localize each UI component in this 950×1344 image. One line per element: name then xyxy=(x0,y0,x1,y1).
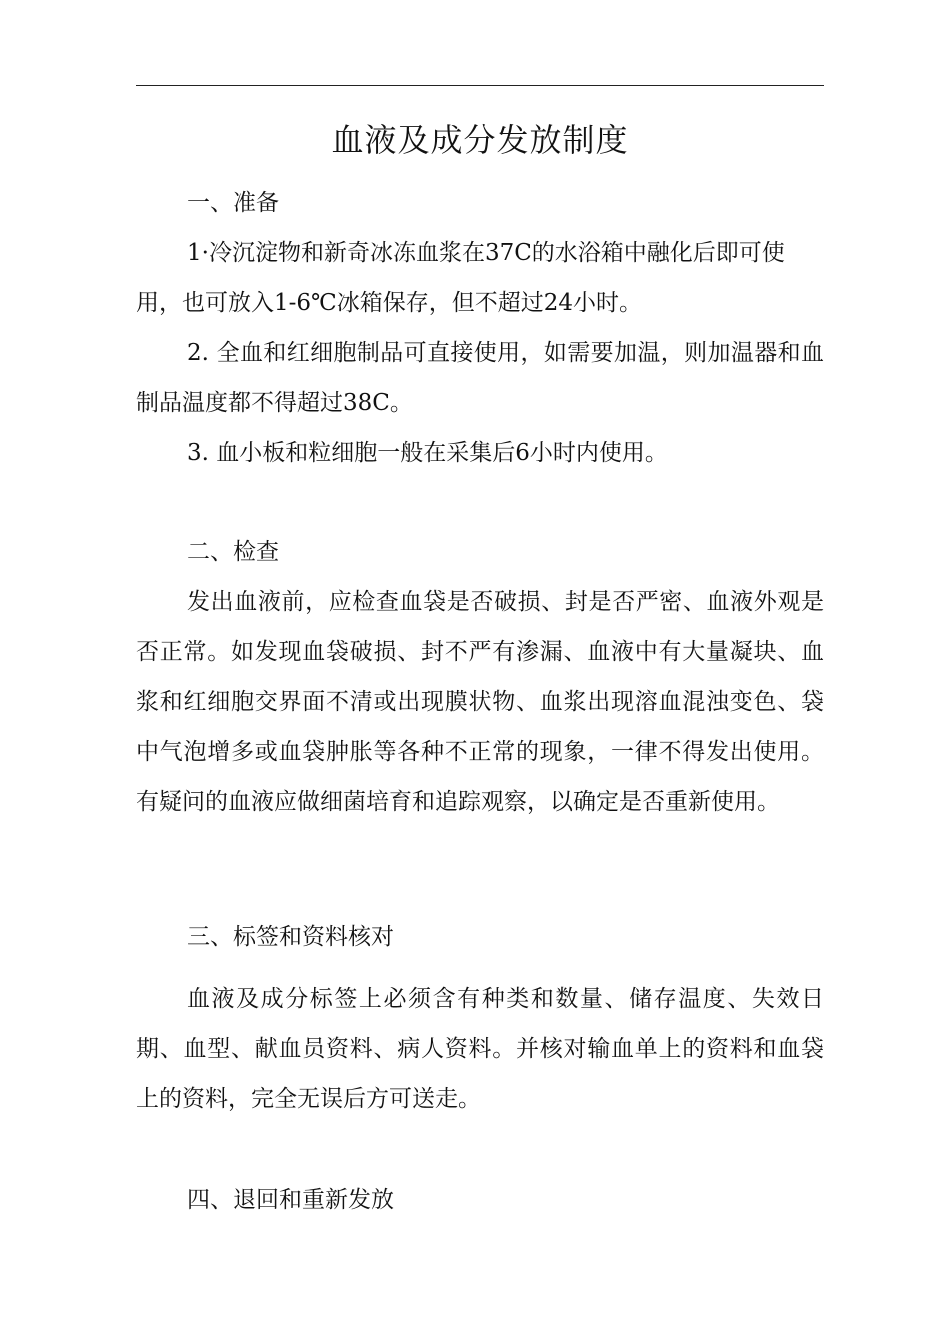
paragraph-platelets: 3. 血小板和粒细胞一般在采集后6小时内使用。 xyxy=(187,440,668,466)
document-title: 血液及成分发放制度 xyxy=(331,121,629,159)
section-heading-label-check: 三、标签和资料核对 xyxy=(187,924,394,950)
section-heading-inspection: 二、检查 xyxy=(187,539,279,565)
paragraph-whole-blood: 2. 全血和红细胞制品可直接使用，如需要加温，则加温器和血制品温度都不得超过38C。 xyxy=(136,340,824,416)
paragraph-inspection: 发出血液前，应检查血袋是否破损、封是否严密、血液外观是否正常。如发现血袋破损、封不严有渗漏、血液中有大量凝块、血浆和红细胞交界面不清或出现膜状物、血浆出现溶血混浊变色、袋中气泡增多或血袋肿胀等各种不正常的现象，一律不得发出使用。有疑问的血液应做细菌培育和追踪观察，以确定是否重新使用。 xyxy=(136,589,824,815)
paragraph-label-check: 血液及成分标签上必须含有种类和数量、储存温度、失效日期、血型、献血员资料、病人资料。并核对输血单上的资料和血袋上的资料，完全无误后方可送走。 xyxy=(136,986,824,1112)
paragraph-cryo-plasma: 1·冷沉淀物和新奇冰冻血浆在37C的水浴箱中融化后即可使用，也可放入1-6℃冰箱保存，但不超过24小时。 xyxy=(136,240,785,316)
section-heading-return-reissue: 四、退回和重新发放 xyxy=(187,1187,394,1213)
section-heading-preparation: 一、准备 xyxy=(187,190,279,216)
header-rule xyxy=(136,85,824,86)
